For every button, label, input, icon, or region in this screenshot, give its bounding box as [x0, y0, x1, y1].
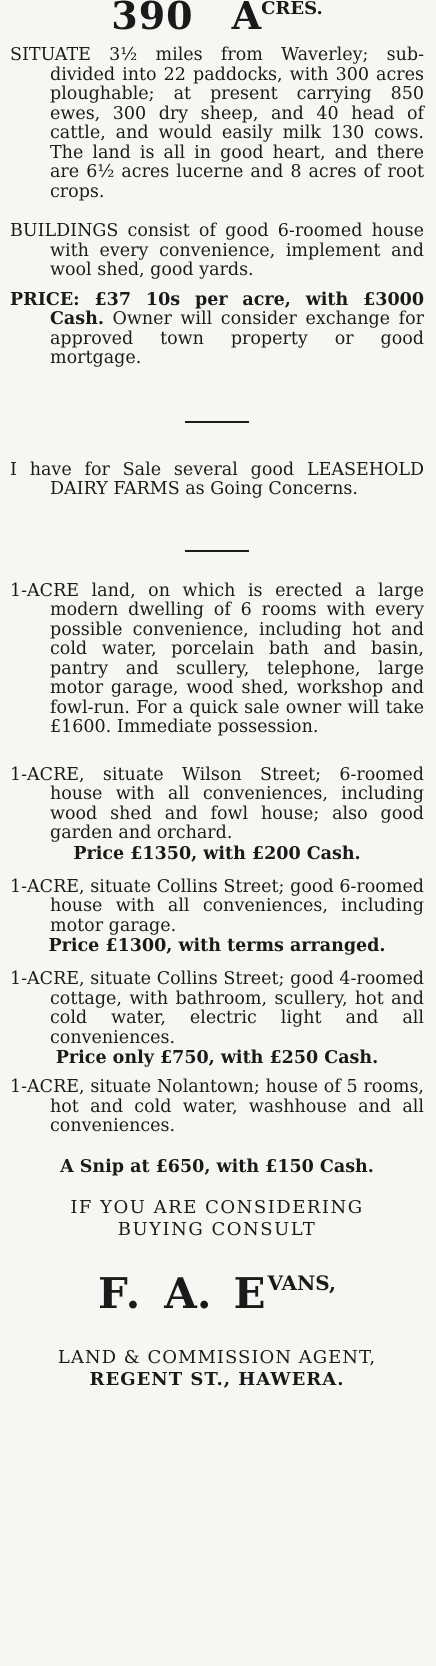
price-label: PRICE:: [10, 289, 80, 310]
price-collins-street-6-room: Price £1300, with terms arranged.: [48, 936, 386, 956]
agent-initial-a: A.: [164, 1268, 212, 1318]
price-nolantown: A Snip at £650, with £150 Cash.: [60, 1156, 374, 1177]
consult-line-2: BUYING CONSULT: [117, 1218, 317, 1240]
price-paragraph: [10, 291, 424, 369]
listing-390-acres: SITUATE 3½ miles from Waverley; sub-divided into 22 paddocks, with 300 acres ploughable; at present carrying 850 ewes, 300 dry sheep, and 40 head of cattle, and would easily milk 130 cows. The land is all in good heart, and there are 6½ acres lucerne and 8 acres of root crops.: [10, 45, 424, 202]
listing-wilson-street: 1-ACRE, situate Wilson Street; 6-roomed house with all conveniences, including wood shed and fowl house; also good garden and orchard.: [10, 764, 424, 843]
listing-collins-street-6-room: 1-ACRE, situate Collins Street; good 6-roomed house with all conveniences, including motor garage.: [10, 876, 424, 936]
agent-name-rest: VANS,: [267, 1270, 336, 1295]
consult-line-1: IF YOU ARE CONSIDERING: [70, 1196, 364, 1218]
listing-nolantown: 1-ACRE, situate Nolantown; house of 5 rooms, hot and cold water, washhouse and all conveniences.: [10, 1077, 424, 1136]
buildings-paragraph: BUILDINGS consist of good 6-roomed house with every convenience, implement and wool shed, good yards.: [10, 221, 424, 280]
price-collins-street-cottage: Price only £750, with £250 Cash.: [55, 1048, 379, 1068]
agent-address: REGENT ST., HAWERA.: [89, 1368, 345, 1390]
headline-initial: A: [231, 0, 262, 38]
agent-initial-e: E: [233, 1268, 268, 1318]
leasehold-paragraph: I have for Sale several good LEASEHOLD DAIRY FARMS as Going Concerns.: [10, 459, 424, 499]
headline: [10, 0, 424, 36]
agent-initial-f: F.: [98, 1268, 143, 1318]
listing-collins-street-cottage: 1-ACRE, situate Collins Street; good 4-roomed cottage, with bathroom, scullery, hot and cold water, electric light and all conveniences.: [10, 969, 424, 1048]
headline-rest: CRES.: [261, 0, 323, 19]
price-amount: £37 10s per acre, with £3000 Cash.: [50, 289, 424, 329]
price-rest: Owner will consider exchange for approved town property or good mortgage.: [50, 309, 424, 368]
headline-number: 390: [111, 0, 194, 38]
agent-name: [10, 1268, 424, 1321]
price-wilson-street: Price £1350, with £200 Cash.: [73, 843, 361, 864]
agent-title: LAND & COMMISSION AGENT,: [57, 1346, 377, 1368]
listing-1-acre-land: 1-ACRE land, on which is erected a large modern dwelling of 6 rooms with every possible convenience, including hot and cold water, porcelain bath and basin, pantry and scullery, telephone, large motor garage, wood shed, workshop and fowl-run. For a quick sale owner will take £1600. Immediate possession.: [10, 580, 424, 737]
